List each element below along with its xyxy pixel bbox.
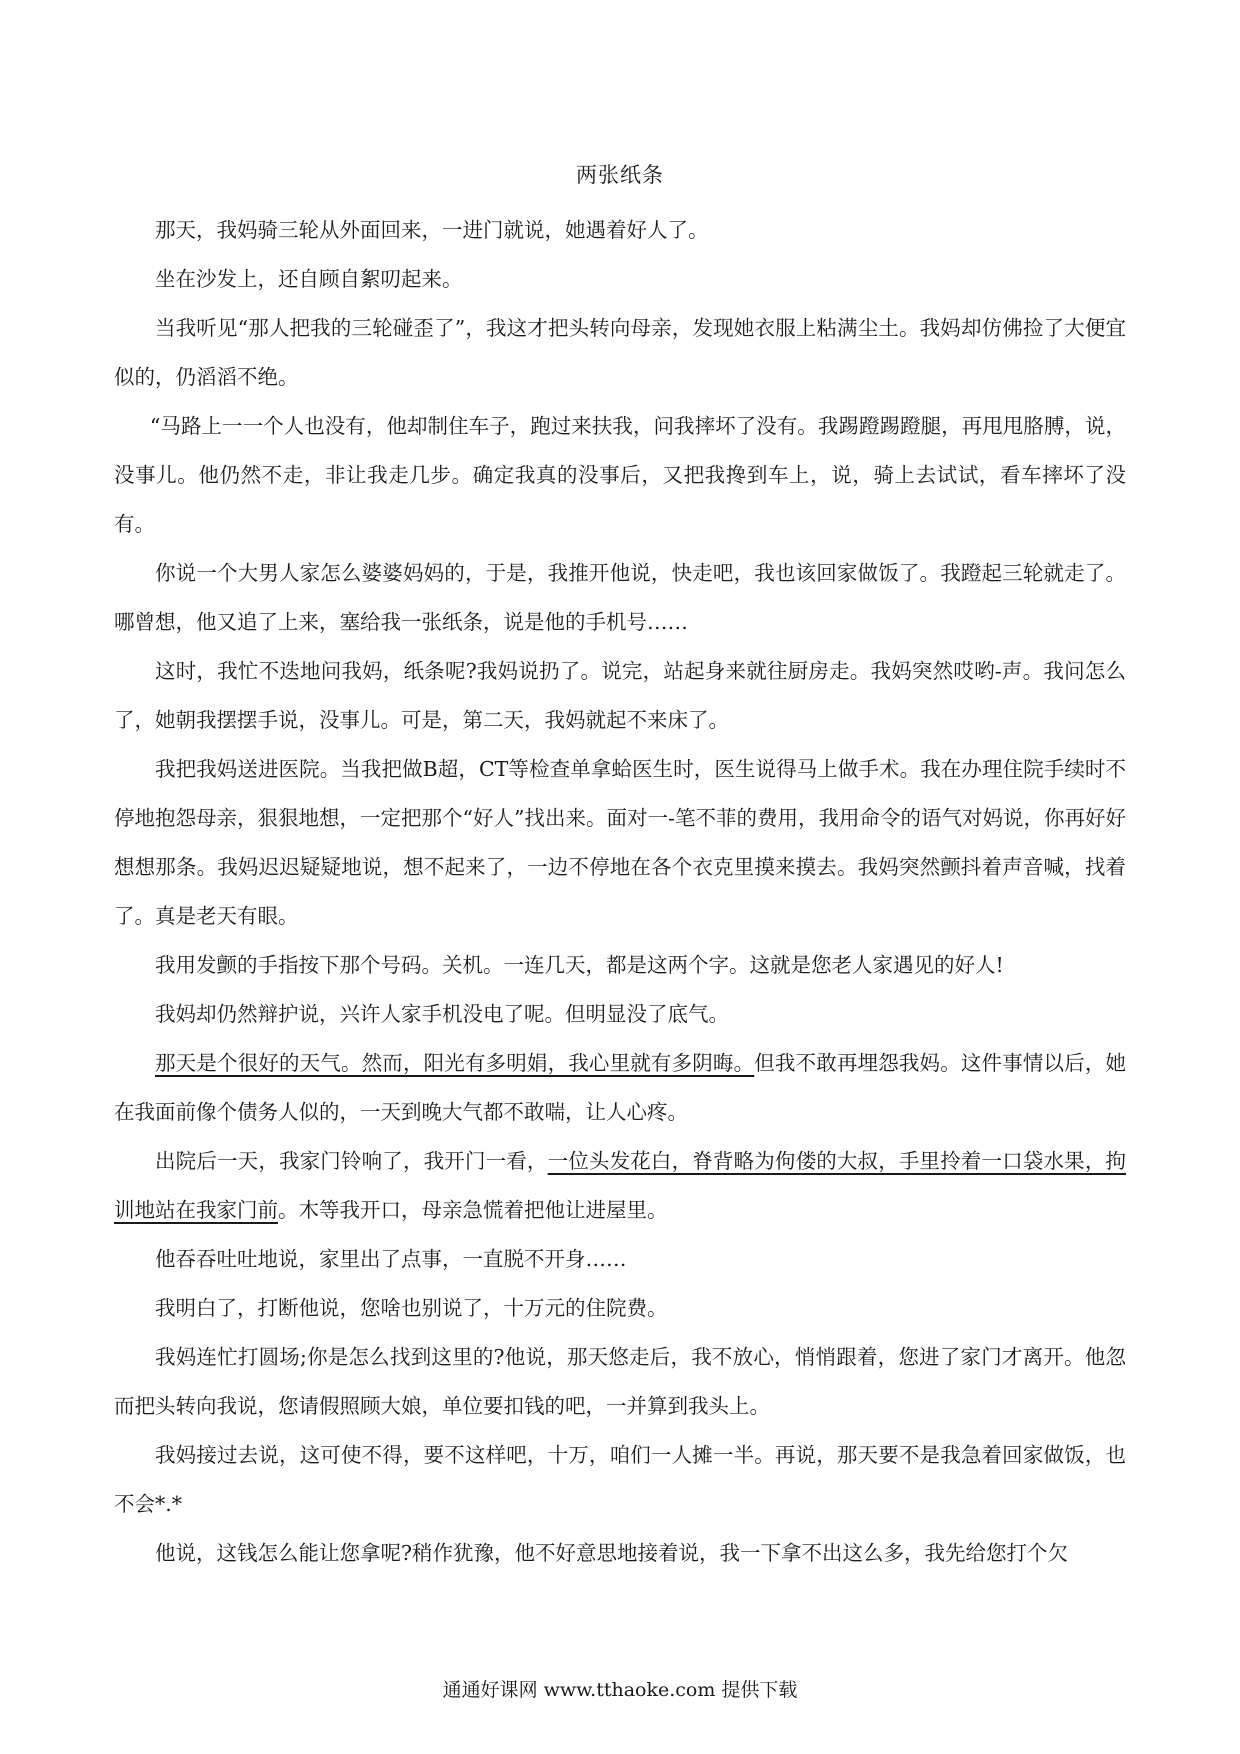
paragraph-with-underline <box>114 1137 1126 1235</box>
document-title: 两张纸条 <box>576 163 664 187</box>
paragraph: 这时，我忙不迭地问我妈，纸条呢?我妈说扔了。说完，站起身来就往厨房走。我妈突然哎哟-声。我问怎么了，她朝我摆摆手说，没事儿。可是，第二天，我妈就起不来床了。 <box>114 659 1126 732</box>
paragraph: 我把我妈送进医院。当我把做B超，CT等检查单拿蛤医生时，医生说得马上做手术。我在办理住院手续时不停地抱怨母亲，狠狠地想，一定把那个“好人”找出来。面对一-笔不菲的费用，我用命令的语气对妈说，你再好好想想那条。我妈迟迟疑疑地说，想不起来了，一边不停地在各个衣克里摸来摸去。我妈突然颤抖着声音喊，找着了。真是老天有眼。 <box>114 757 1126 928</box>
paragraph: 我妈接过去说，这可使不得，要不这样吧，十万，咱们一人摊一半。再说，那天要不是我急着回家做饭，也不会*.* <box>114 1443 1126 1516</box>
page-footer: 通通好课网 www.tthaoke.com 提供下载 <box>442 1679 798 1701</box>
paragraph: 我妈连忙打圆场;你是怎么找到这里的?他说，那天悠走后，我不放心，悄悄跟着，您进了家门才离开。他忽而把头转向我说，您请假照顾大娘，单位要扣钱的吧，一并算到我头上。 <box>114 1345 1126 1418</box>
underlined-sentence: 一位头发花白，脊背略为佝偻的大叔，手里拎着一口袋水果，拘训地站在我家门前 <box>114 1149 1127 1222</box>
paragraph: 那天，我妈骑三轮从外面回来，一进门就说，她遇着好人了。 <box>155 218 709 242</box>
paragraph: 他吞吞吐吐地说，家里出了点事，一直脱不开身…… <box>155 1247 627 1271</box>
paragraph: 坐在沙发上，还自顾自絮叨起来。 <box>155 267 463 291</box>
paragraph-text: 出院后一天，我家门铃响了，我开门一看， <box>155 1149 548 1173</box>
underlined-sentence: 那天是个很好的天气。然而，阳光有多明娟，我心里就有多阴晦。 <box>155 1051 755 1075</box>
document-body <box>114 206 1126 1578</box>
paragraph: 当我听见“那人把我的三轮碰歪了”，我这才把头转向母亲，发现她衣服上粘满尘土。我妈却仿佛捡了大便宜似的，仍滔滔不绝。 <box>114 316 1126 389</box>
paragraph: 他说，这钱怎么能让您拿呢?稍作犹豫，他不好意思地接着说，我一下拿不出这么多，我先给您打个欠 <box>155 1541 1068 1565</box>
paragraph-with-underline <box>114 1039 1126 1137</box>
paragraph: 你说一个大男人家怎么婆婆妈妈的，于是，我推开他说，快走吧，我也该回家做饭了。我蹬起三轮就走了。哪曾想，他又追了上来，塞给我一张纸条，说是他的手机号…… <box>114 561 1126 634</box>
paragraph: “马路上一一个人也没有，他却制住车子，跑过来扶我，问我摔坏了没有。我踢蹬踢蹬腿，再甩甩胳膊，说，没事儿。他仍然不走，非让我走几步。确定我真的没事后，又把我搀到车上，说，骑上去试试，看车摔坏了没有。 <box>114 414 1126 536</box>
paragraph: 我妈却仍然辩护说，兴许人家手机没电了呢。但明显没了底气。 <box>155 1002 729 1026</box>
paragraph: 我明白了，打断他说，您啥也别说了，十万元的住院费。 <box>155 1296 668 1320</box>
paragraph-text: 。木等我开口，母亲急慌着把他让进屋里。 <box>278 1198 668 1222</box>
paragraph: 我用发颤的手指按下那个号码。关机。一连几天，都是这两个字。这就是您老人家遇见的好人! <box>155 953 1004 977</box>
paragraph-text: 但我不敢再埋怨我妈。这件事情以后，她在我面前像个债务人似的，一天到晚大气都不敢喘，让人心疼。 <box>114 1051 1127 1124</box>
